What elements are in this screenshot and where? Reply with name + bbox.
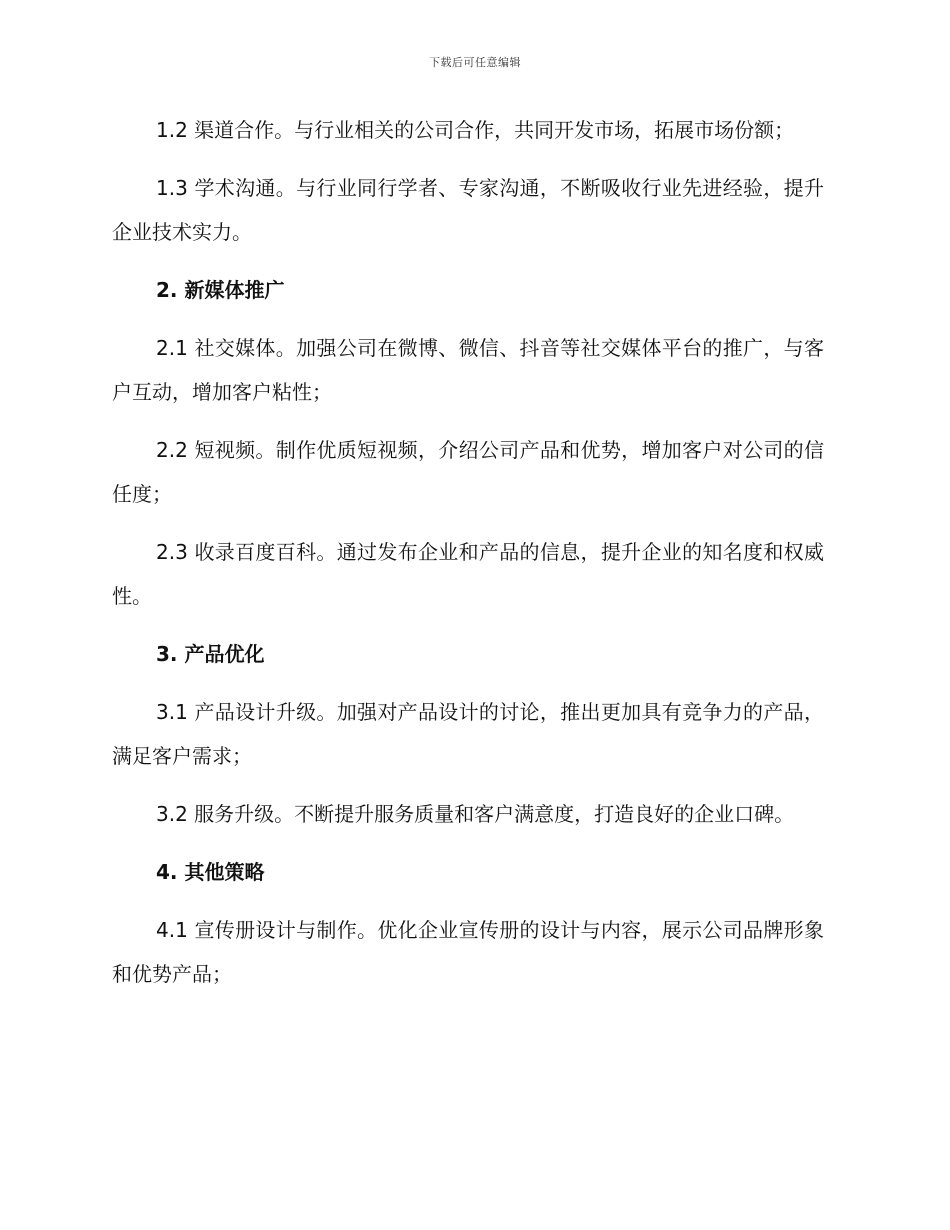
document-body [112,108,824,1010]
paragraph-2-2: 2.2 短视频。制作优质短视频，介绍公司产品和优势，增加客户对公司的信任度； [112,438,824,506]
paragraph-1-3: 1.3 学术沟通。与行业同行学者、专家沟通，不断吸收行业先进经验，提升企业技术实力。 [112,176,824,244]
paragraph-3-2: 3.2 服务升级。不断提升服务质量和客户满意度，打造良好的企业口碑。 [156,802,795,826]
paragraph-2-1: 2.1 社交媒体。加强公司在微博、微信、抖音等社交媒体平台的推广，与客户互动，增加客户粘性； [112,336,824,404]
page-header: 下载后可任意编辑 [429,56,521,69]
section-heading-3: 3. 产品优化 [156,642,265,666]
paragraph-2-3: 2.3 收录百度百科。通过发布企业和产品的信息，提升企业的知名度和权威性。 [112,540,824,608]
paragraph-3-1: 3.1 产品设计升级。加强对产品设计的讨论，推出更加具有竞争力的产品，满足客户需求； [112,700,824,768]
paragraph-4-1: 4.1 宣传册设计与制作。优化企业宣传册的设计与内容，展示公司品牌形象和优势产品； [112,918,824,986]
paragraph-1-2: 1.2 渠道合作。与行业相关的公司合作，共同开发市场，拓展市场份额； [156,118,795,142]
section-heading-4: 4. 其他策略 [156,860,265,884]
section-heading-2: 2. 新媒体推广 [156,278,285,302]
